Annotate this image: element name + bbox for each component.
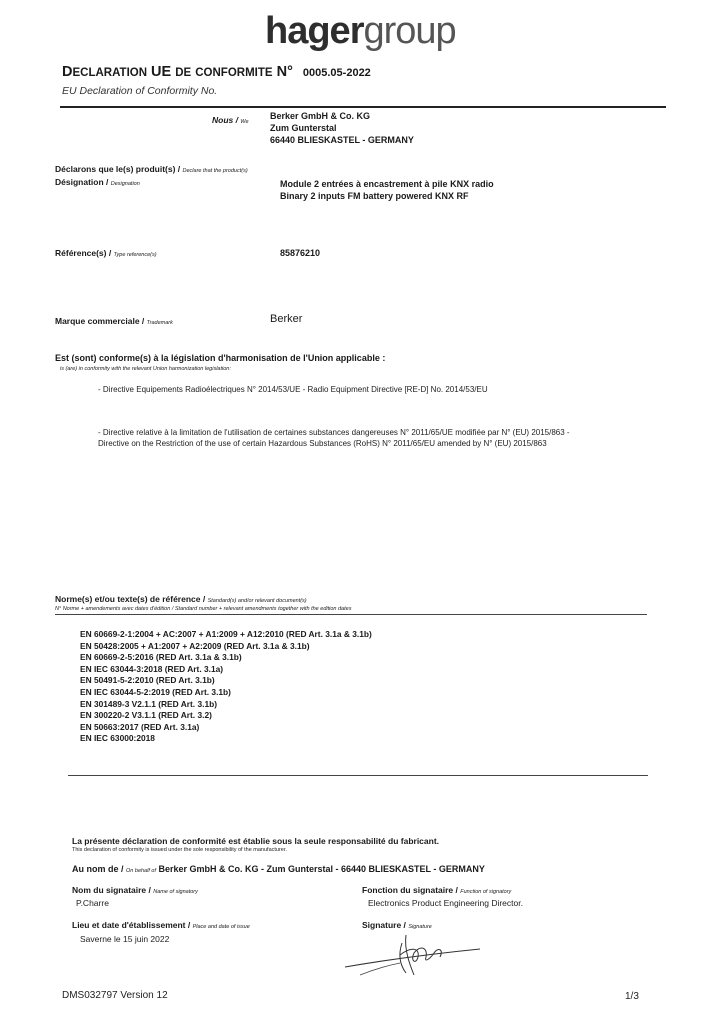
designation-en: Binary 2 inputs FM battery powered KNX RF bbox=[280, 191, 469, 201]
signature-label: Signature / Signature bbox=[362, 920, 432, 930]
designation-value bbox=[280, 178, 494, 202]
standards-divider bbox=[55, 614, 647, 615]
manufacturer-address bbox=[270, 110, 414, 146]
logo-bold: hager bbox=[265, 10, 364, 52]
reference-label: Référence(s) / Type reference(s) bbox=[55, 248, 157, 258]
behalf-line: Au nom de / On behalf of Berker GmbH & Co. KG - Zum Gunterstal - 66440 BLIESKASTEL - GERMANY bbox=[72, 864, 485, 874]
standard-item: EN 50663:2017 (RED Art. 3.1a) bbox=[80, 721, 200, 732]
trademark-value: Berker bbox=[270, 313, 303, 325]
document-number: 0005.05-2022 bbox=[302, 67, 371, 79]
declare-label: Déclarons que le(s) produit(s) / Declare that the product(s) bbox=[55, 164, 248, 174]
function-label: Fonction du signataire / Function of signatory bbox=[362, 885, 512, 895]
conformity-heading: Est (sont) conforme(s) à la législation d'harmonisation de l'Union applicable : bbox=[55, 353, 386, 363]
place-value: Saverne le 15 juin 2022 bbox=[80, 934, 170, 944]
directive-rohs-en: Directive on the Restriction of the use of certain Hazardous Substances (RoHS) N° 2011/65/EU amended by N° (EU) 2015/863 bbox=[98, 439, 547, 448]
title-no: N° bbox=[276, 64, 293, 80]
standards-bottom-divider bbox=[68, 775, 648, 776]
header-divider bbox=[60, 106, 666, 108]
reference-value: 85876210 bbox=[280, 248, 321, 258]
standard-item: EN 301489-3 V2.1.1 (RED Art. 3.1b) bbox=[80, 698, 218, 709]
standards-heading: Norme(s) et/ou texte(s) de référence / Standard(s) and/or relevant document(s) bbox=[55, 594, 307, 604]
responsibility-statement-en: This declaration of conformity is issued under the sole responsibility of the manufacturer. bbox=[72, 847, 287, 853]
behalf-value: Berker GmbH & Co. KG - Zum Gunterstal - 66440 BLIESKASTEL - GERMANY bbox=[158, 864, 485, 874]
manufacturer-name: Berker GmbH & Co. KG bbox=[270, 111, 371, 121]
standard-item: EN 60669-2-1:2004 + AC:2007 + A1:2009 + A12:2010 (RED Art. 3.1a & 3.1b) bbox=[80, 629, 372, 639]
place-label: Lieu et date d'établissement / Place and date of issue bbox=[72, 920, 250, 930]
handwritten-signature bbox=[340, 925, 490, 980]
logo-light: group bbox=[363, 10, 456, 52]
page-subtitle: EU Declaration of Conformity No. bbox=[62, 85, 218, 97]
we-label: Nous / We bbox=[212, 115, 249, 125]
title-ue: UE bbox=[151, 64, 172, 80]
designation-label: Désignation / Designation bbox=[55, 177, 140, 187]
standards-list bbox=[80, 629, 372, 745]
title-conformite: CONFORMITE bbox=[195, 67, 273, 79]
hagergroup-logo bbox=[265, 8, 456, 54]
directive-red: - Directive Equipements Radioélectriques N° 2014/53/UE - Radio Equipment Directive [RE-D] No. 2014/53/EU bbox=[98, 385, 488, 394]
title-de: DE bbox=[175, 67, 192, 79]
document-version: DMS032797 Version 12 bbox=[62, 990, 168, 1001]
title-prefix: D bbox=[62, 64, 73, 80]
standard-item: EN 300220-2 V3.1.1 (RED Art. 3.2) bbox=[80, 710, 212, 721]
designation-fr: Module 2 entrées à encastrement à pile KNX radio bbox=[280, 179, 494, 189]
signatory-name: P.Charre bbox=[76, 898, 109, 908]
page-title bbox=[62, 64, 371, 80]
standard-item: EN 50491-5-2:2010 (RED Art. 3.1b) bbox=[80, 675, 215, 686]
responsibility-statement: La présente déclaration de conformité est établie sous la seule responsabilité du fabricant. bbox=[72, 836, 440, 846]
directive-rohs bbox=[98, 427, 698, 449]
function-value: Electronics Product Engineering Director. bbox=[368, 898, 523, 908]
manufacturer-street: Zum Gunterstal bbox=[270, 123, 337, 133]
standard-item: EN IEC 63000:2018 bbox=[80, 733, 155, 744]
conformity-heading-en: is (are) in conformity with the relevant Union harmonization legislation: bbox=[60, 366, 231, 372]
trademark-label: Marque commerciale / Trademark bbox=[55, 316, 173, 326]
signatory-label: Nom du signataire / Name of signatory bbox=[72, 885, 198, 895]
page-number: 1/3 bbox=[625, 991, 639, 1002]
manufacturer-city: 66440 BLIESKASTEL - GERMANY bbox=[270, 135, 414, 145]
title-declaration: ECLARATION bbox=[72, 67, 148, 79]
standard-item: EN 60669-2-5:2016 (RED Art. 3.1a & 3.1b) bbox=[80, 652, 242, 663]
directive-rohs-fr: - Directive relative à la limitation de l'utilisation de certaines substances dangereuses N° 2011/65/UE modifiée par N° (EU) 2015/863 - bbox=[98, 428, 570, 437]
standard-item: EN IEC 63044-3:2018 (RED Art. 3.1a) bbox=[80, 663, 224, 674]
standard-item: EN 50428:2005 + A1:2007 + A2:2009 (RED Art. 3.1a & 3.1b) bbox=[80, 640, 310, 651]
standard-item: EN IEC 63044-5-2:2019 (RED Art. 3.1b) bbox=[80, 686, 231, 697]
standards-subheading: N° Norme + amendements avec dates d'édition / Standard number + relevant amendments together with the edition dates bbox=[55, 606, 352, 612]
